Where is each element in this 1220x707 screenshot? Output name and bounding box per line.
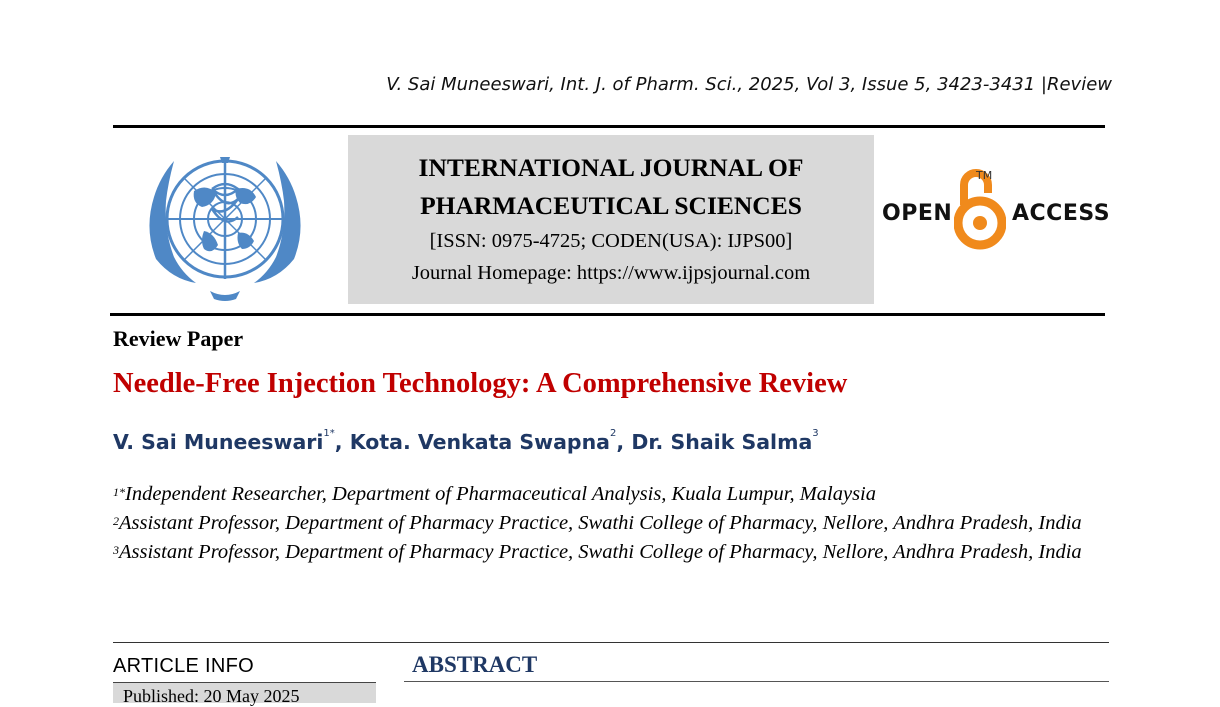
- abstract-heading-rule: [404, 681, 1109, 682]
- header-top-rule: [113, 125, 1105, 128]
- author-affil-mark: 2: [610, 428, 617, 439]
- author-name: V. Sai Muneeswari: [113, 430, 324, 454]
- affiliation-text: Assistant Professor, Department of Pharmacy Practice, Swathi College of Pharmacy, Nellore, Andhra Pradesh, India: [119, 512, 1082, 534]
- paper-title: Needle-Free Injection Technology: A Comprehensive Review: [113, 368, 848, 399]
- open-access-logo: [880, 163, 1110, 253]
- header-bottom-rule: [110, 313, 1105, 316]
- affiliation-item: [113, 538, 1113, 567]
- front-matter-divider: [113, 642, 1109, 643]
- journal-title-line1: INTERNATIONAL JOURNAL OF: [418, 153, 804, 182]
- abstract-heading: ABSTRACT: [412, 652, 538, 677]
- author-name: Dr. Shaik Salma: [631, 430, 813, 454]
- un-emblem-logo: [126, 139, 324, 305]
- open-access-word-open: OPEN: [882, 201, 953, 226]
- running-header: V. Sai Muneeswari, Int. J. of Pharm. Sci., 2025, Vol 3, Issue 5, 3423-3431 |Review: [386, 74, 1112, 95]
- published-date: Published: 20 May 2025: [123, 686, 300, 706]
- open-access-word-access: ACCESS: [1012, 201, 1111, 226]
- affiliation-mark: 1*: [113, 485, 125, 499]
- author-separator: ,: [616, 430, 632, 454]
- author-name: Kota. Venkata Swapna: [349, 430, 611, 454]
- affiliation-text: Assistant Professor, Department of Pharmacy Practice, Swathi College of Pharmacy, Nellore, Andhra Pradesh, India: [119, 541, 1082, 563]
- journal-issn: [ISSN: 0975-4725; CODEN(USA): IJPS00]: [429, 230, 793, 252]
- article-info-heading: ARTICLE INFO: [113, 655, 255, 677]
- author-list: [113, 430, 819, 454]
- affiliation-mark: 2: [113, 514, 119, 528]
- author-affil-mark: 3: [812, 428, 819, 439]
- affiliation-mark: 3: [113, 543, 119, 557]
- open-access-trademark: TM: [976, 169, 993, 182]
- affiliation-item: [113, 509, 1113, 538]
- journal-banner: [348, 135, 874, 304]
- author-separator: ,: [334, 430, 350, 454]
- paper-type: Review Paper: [113, 326, 244, 351]
- article-info-box: [113, 682, 376, 706]
- journal-homepage: Journal Homepage: https://www.ijpsjournal.com: [411, 262, 811, 284]
- author-affil-mark: 1*: [323, 428, 335, 439]
- affiliations: [113, 480, 1113, 567]
- affiliation-text: Independent Researcher, Department of Pharmaceutical Analysis, Kuala Lumpur, Malaysia: [125, 483, 876, 505]
- affiliation-item: [113, 480, 1113, 509]
- journal-title-line2: PHARMACEUTICAL SCIENCES: [420, 191, 802, 220]
